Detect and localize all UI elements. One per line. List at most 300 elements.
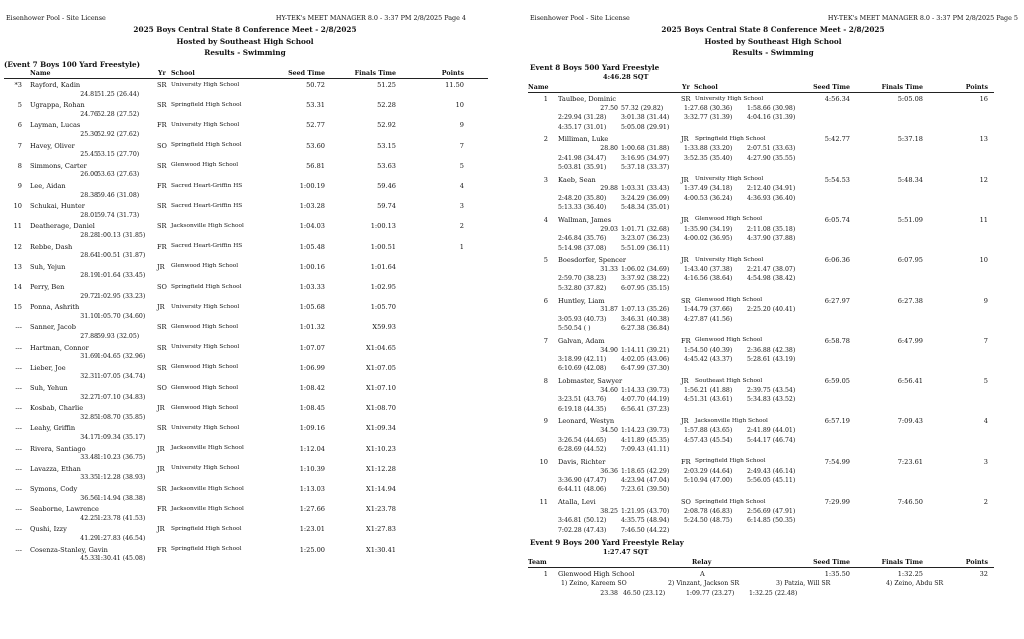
finals-time: X59.93 [372,323,396,332]
col-points: Points [965,559,988,566]
split-row [528,105,1008,113]
col-yr: Yr [682,84,690,91]
points: 9 [983,296,988,305]
place: --- [15,424,22,433]
split-row [0,474,480,482]
place: --- [15,384,22,392]
seed-time: 1:06.99 [299,363,325,372]
split-row [528,145,1008,153]
result-row [0,384,480,393]
points: 7 [459,141,464,150]
split-cell: 3:32.77 (31.39) [684,114,733,122]
split-cell: 3:01.38 (31.44) [621,114,670,122]
result-row [0,121,480,130]
split-50: 31.10 [80,312,98,320]
year: JR [681,175,689,184]
split-cell: 5:56.05 (45.11) [747,476,796,484]
year: SR [157,222,167,231]
split-cell: 4:11.89 (45.35) [621,436,670,444]
split-cell: 1:54.50 (40.39) [684,346,733,354]
place: 1 [543,570,548,578]
split-cell: 3:23.51 (43.76) [558,396,607,404]
place: 5 [543,256,548,265]
split-cell: 3:46.81 (50.12) [558,517,607,525]
school: Sacred Heart-Griffin HS [171,243,243,250]
school: Glenwood High School [171,323,239,330]
split-cell: 31.87 [600,306,618,314]
result-row [528,337,1008,346]
place: --- [15,485,22,493]
meet-title: 2025 Boys Central State 8 Conference Meet - 2/8/2025 [133,25,357,34]
col-seed: Seed Time [813,559,850,566]
team-name: Glenwood High School [558,570,635,578]
seed-time: 1:07.07 [299,343,325,352]
finals-time: X1:27.83 [366,525,396,534]
split-50: 32.85 [80,413,98,421]
seed-time: 1:01.32 [299,323,325,332]
result-row [528,458,1008,467]
result-row [528,417,1008,426]
place: --- [15,525,22,534]
split-cell: 4:27.87 (41.56) [684,315,733,323]
school: Springfield High School [171,525,242,532]
place: --- [15,363,22,372]
swimmer-name: Davis, Richter [558,457,606,466]
finals-time: 1:00.13 [370,222,396,231]
relay-swimmer: 2) Vinzant, Jackson SR [668,580,740,587]
school: Southeast High School [695,377,763,384]
relay-swimmers [528,580,1008,588]
split-100: 53.63 (27.63) [97,171,140,179]
split-cell: 1:58.66 (30.98) [747,104,796,112]
year: SR [157,424,167,433]
split-50: 31.69 [80,353,98,361]
split-50: 26.00 [80,171,98,179]
year: SO [157,384,167,392]
finals-time: 51.25 [377,81,396,89]
split-50: 25.45 [80,151,98,159]
split-100: 51.25 (26.44) [97,90,140,98]
split-50: 33.48 [80,454,98,462]
split-100: 1:04.65 (32.96) [97,353,146,361]
split-row [0,394,480,402]
result-row [0,344,480,353]
split-50: 42.25 [80,514,98,522]
place: 15 [13,303,22,312]
split-row [0,555,480,563]
split-row [0,151,480,159]
seed-time: 5:54.53 [824,175,850,184]
split-row [0,212,480,220]
split-50: 24.81 [80,90,98,98]
points: 5 [983,377,988,386]
finals-time: 52.28 [377,101,396,110]
split-row [528,508,1008,516]
split-cell: 1:32.25 (22.48) [749,589,798,597]
split-cell: 5:50.54 ( ) [558,325,591,333]
result-row [0,505,480,514]
school: Glenwood High School [695,216,763,223]
relay-letter: A [700,570,705,578]
year: FR [157,182,167,190]
split-100: 53.15 (27.70) [97,151,140,159]
event-8-qual: 4:46.28 SQT [603,73,649,81]
points: 4 [983,417,988,426]
split-row [528,266,1008,274]
col-points: Points [965,84,988,91]
split-cell: 3:05.93 (40.73) [558,315,607,323]
split-50: 27.88 [80,332,98,340]
split-row [528,316,1008,324]
split-100: 59.74 (31.73) [97,211,140,219]
results-heading: Results - Swimming [732,48,814,57]
place: 11 [13,222,22,231]
place: 6 [17,121,22,130]
swimmer-name: Deatherage, Daniel [30,222,95,231]
seed-time: 6:05.74 [824,215,850,224]
split-cell: 36.36 [600,467,618,475]
split-row [0,373,480,381]
split-cell: 2:29.94 (31.28) [558,114,607,122]
relay-swimmer: 3) Patzia, Will SR [776,580,831,587]
split-cell: 6:28.69 (44.52) [558,446,607,453]
points: 32 [979,570,988,578]
seed-time: 1:00.19 [299,182,325,190]
split-100: 1:14.94 (38.38) [97,494,146,502]
swimmer-name: Taulbee, Dominic [558,95,617,103]
split-100: 59.93 (32.05) [97,332,140,340]
result-row [528,135,1008,144]
split-row [0,232,480,240]
results-page-5 [528,0,1018,639]
split-row [528,437,1008,445]
finals-time: 1:00.51 [370,242,396,251]
school: Jacksonville High School [171,485,244,492]
split-cell: 7:46.50 (44.22) [621,526,670,534]
school: University High School [695,256,764,263]
finals-time: 7:46.50 [897,498,923,506]
split-100: 1:30.41 (45.08) [97,555,146,563]
split-row [0,333,480,341]
school: University High School [695,95,764,102]
split-50: 33.35 [80,474,98,482]
year: JR [157,525,165,534]
points: 9 [459,121,464,130]
split-row [0,353,480,361]
split-cell: 6:14.85 (50.35) [747,517,796,525]
seed-time: 1:27.66 [299,505,325,514]
split-cell: 5:51.09 (36.11) [621,244,670,252]
place: 10 [539,457,548,466]
place: 12 [13,242,22,251]
split-cell: 5:14.98 (37.08) [558,244,607,252]
place: 9 [17,182,22,190]
swimmer-name: Leonard, Westyn [558,417,615,426]
finals-time: 6:56.41 [897,377,923,386]
finals-time: 59.46 [377,182,396,190]
swimmer-name: Ponna, Ashrith [30,303,80,312]
split-cell: 4:45.42 (43.37) [684,356,733,363]
split-cell: 3:24.29 (36.09) [621,194,670,202]
split-cell: 4:02.05 (43.06) [621,356,670,363]
result-row [528,95,1008,104]
split-row [0,535,480,543]
school: Springfield High School [695,135,766,142]
split-cell: 4:35.17 (31.01) [558,123,607,131]
split-cell: 5:05.08 (29.91) [621,123,670,131]
school: Jacksonville High School [171,505,244,512]
swimmer-name: Suh, Yehun [30,384,68,392]
split-50: 25.30 [80,130,98,138]
swimmer-name: Simmons, Carter [30,161,87,170]
seed-time: 7:29.99 [824,498,850,506]
split-cell: 5:48.34 (35.01) [621,204,670,212]
school: Springfield High School [171,546,242,553]
year: SO [157,141,167,150]
split-row [528,527,1008,535]
split-row [528,486,1008,494]
year: JR [157,303,165,312]
split-cell: 3:26.54 (44.65) [558,436,607,444]
split-100: 1:00.13 (31.85) [97,231,146,239]
result-row [0,182,480,191]
split-cell: 34.50 [600,427,618,435]
points: 4 [459,182,464,190]
swimmer-name: Huntley, Liam [558,296,605,305]
school: University High School [171,424,240,431]
split-cell: 2:41.89 (44.01) [747,427,796,435]
finals-time: 5:05.08 [897,95,923,103]
meet-manager-meta: HY-TEK's MEET MANAGER 8.0 - 3:37 PM 2/8/2025 Page 5 [827,14,1018,22]
split-cell: 5:03.81 (35.91) [558,163,607,171]
split-cell: 4:23.94 (47.04) [621,476,670,484]
swimmer-name: Wallman, James [558,215,612,224]
year: JR [157,262,165,271]
split-cell: 2:07.51 (33.63) [747,145,796,153]
year: SR [157,485,167,493]
split-row [528,226,1008,234]
split-row [0,495,480,503]
school: Springfield High School [171,101,242,108]
split-row [528,155,1008,163]
points: 3 [983,457,988,466]
finals-time: X1:09.34 [366,424,396,433]
place: --- [15,323,22,332]
swimmer-name: Sanner, Jacob [30,323,76,332]
split-row [528,406,1008,414]
split-cell: 1:09.77 (23.27) [686,589,735,597]
event-9-header-rule [528,567,994,568]
seed-time: 6:27.97 [824,296,850,305]
place: 5 [17,101,22,110]
school: Glenwood High School [171,263,239,270]
year: SO [157,283,167,291]
split-row [528,446,1008,454]
seed-time: 5:42.77 [824,135,850,144]
result-row [0,323,480,332]
finals-time: 6:07.95 [897,256,923,265]
swimmer-name: Rivera, Santiago [30,444,86,453]
school: Springfield High School [171,142,242,149]
school: Sacred Heart-Griffin HS [171,182,243,189]
swimmer-name: Leahy, Griffin [30,424,76,433]
finals-time: X1:08.70 [366,404,396,413]
split-cell: 2:03.29 (44.64) [684,467,733,475]
split-cell: 3:46.31 (40.38) [621,315,670,323]
col-seed: Seed Time [288,70,325,77]
finals-time: 52.92 [377,121,396,130]
year: SR [157,161,167,170]
place: 6 [543,296,548,305]
finals-time: X1:30.41 [366,545,396,554]
finals-time: X1:14.94 [366,485,396,493]
seed-time: 1:12.04 [299,444,325,453]
split-50: 24.76 [80,110,98,118]
year: JR [681,215,689,224]
finals-time: 1:01.64 [370,262,396,271]
school: Springfield High School [171,283,242,290]
meet-host: Hosted by Southeast High School [176,36,314,46]
split-cell: 4:37.90 (37.88) [747,235,796,243]
school: University High School [171,121,240,128]
split-row [528,235,1008,243]
place: 9 [543,417,548,426]
points: 2 [983,498,988,506]
finals-time: 59.74 [377,202,396,211]
swimmer-name: Hartman, Connor [30,343,89,352]
col-school: School [171,70,195,77]
seed-time: 1:04.03 [299,222,325,231]
result-row [0,445,480,454]
result-row [0,404,480,413]
split-row [0,454,480,462]
finals-time: 6:47.99 [897,336,923,345]
seed-time: 1:03.33 [299,283,325,291]
split-100: 1:08.70 (35.85) [97,413,146,421]
split-cell: 29.88 [600,185,618,193]
split-cell: 3:37.92 (38.22) [621,275,670,283]
split-50: 34.17 [80,433,98,441]
seed-time: 1:23.01 [299,525,325,534]
split-50: 28.19 [80,272,98,280]
split-cell: 5:37.18 (33.37) [621,163,670,171]
seed-time: 6:57.19 [824,417,850,426]
swimmer-name: Galvan, Adam [558,336,605,345]
result-row [0,101,480,110]
place: 8 [543,377,548,386]
split-100: 1:12.28 (38.93) [97,474,146,482]
year: FR [681,336,691,345]
split-cell: 1:14.11 (39.21) [621,346,670,354]
seed-time: 1:13.03 [299,485,325,493]
split-row [0,192,480,200]
split-cell: 7:02.28 (47.43) [558,526,607,534]
seed-time: 1:35.50 [824,570,850,578]
split-100: 59.46 (31.08) [97,191,140,199]
split-cell: 2:12.40 (34.91) [747,185,796,193]
school: University High School [171,465,240,472]
points: 1 [459,242,464,251]
split-row [528,195,1008,203]
split-100: 1:05.70 (34.60) [97,312,146,320]
split-cell: 1:57.88 (43.65) [684,427,733,435]
col-relay: Relay [692,559,712,566]
split-cell: 5:34.83 (43.52) [747,396,796,404]
split-cell: 34.90 [600,346,618,354]
split-row [0,111,480,119]
swimmer-name: Seaborne, Lawrence [30,505,99,514]
school: Glenwood High School [171,364,239,371]
split-row [528,164,1008,172]
split-cell: 1:37.49 (34.18) [684,185,733,193]
split-row [0,515,480,523]
swimmer-name: Suh, Yejun [30,262,66,271]
split-row [0,131,480,139]
result-row [0,546,480,555]
finals-time: X1:04.65 [366,343,396,352]
split-cell: 1:56.21 (41.88) [684,386,733,394]
split-cell: 1:18.65 (42.29) [621,467,670,475]
swimmer-name: Lobmaster, Sawyer [558,377,623,386]
split-row [0,293,480,301]
finals-time: 1:02.95 [370,283,396,291]
split-cell: 5:44.17 (46.74) [747,436,796,444]
split-cell: 2:41.98 (34.47) [558,154,607,162]
split-50: 45.33 [80,555,98,563]
split-50: 41.29 [80,534,98,542]
year: SR [157,343,167,352]
split-cell: 3:36.90 (47.47) [558,476,607,484]
split-row [0,313,480,321]
result-row [0,81,480,90]
split-cell: 4:27.90 (35.55) [747,154,796,162]
finals-time: 1:05.70 [370,303,396,312]
result-row [528,256,1008,265]
place: *3 [14,81,22,89]
site-license: Eisenhower Pool - Site License [530,14,630,22]
finals-time: 1:32.25 [897,570,923,578]
split-cell: 2:21.47 (38.07) [747,266,796,273]
split-cell: 4:16.56 (38.64) [684,275,733,283]
finals-time: X1:07.05 [366,363,396,372]
swimmer-name: Kosbab, Charlie [30,404,84,413]
relay-row [528,570,1008,579]
points: 5 [459,161,464,170]
school: Springfield High School [695,498,766,505]
split-cell: 6:07.95 (35.15) [621,284,670,292]
place: 7 [543,336,548,345]
split-cell: 5:28.61 (43.19) [747,356,796,363]
split-100: 1:02.95 (33.23) [97,292,146,300]
split-cell: 28.80 [600,145,618,153]
split-cell: 2:08.78 (46.83) [684,507,733,515]
col-name: Name [30,70,51,77]
finals-time: X1:10.23 [366,444,396,453]
split-cell: 1:06.02 (34.69) [621,266,670,273]
seed-time: 1:05.68 [299,303,325,312]
split-cell: 1:00.68 (31.88) [621,145,670,153]
split-cell: 4:54.98 (38.42) [747,275,796,283]
seed-time: 1:03.28 [299,202,325,211]
split-100: 1:23.78 (41.53) [97,514,146,522]
swimmer-name: Kaeb, Sean [558,175,596,184]
seed-time: 1:05.48 [299,242,325,251]
split-100: 1:09.34 (35.17) [97,433,146,441]
school: Sacred Heart-Griffin HS [171,202,243,209]
split-100: 52.92 (27.62) [97,130,140,138]
event-7-title: (Event 7 Boys 100 Yard Freestyle) [4,60,140,69]
swimmer-name: Cosenza-Stanley, Gavin [30,545,108,554]
